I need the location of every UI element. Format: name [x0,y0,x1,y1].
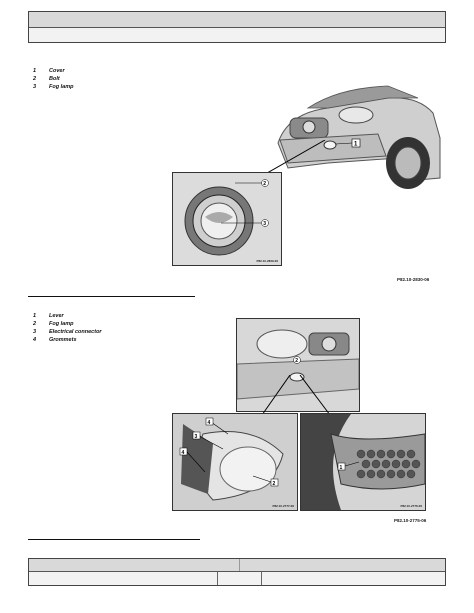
callout-car-2: 2 [295,358,299,364]
callout-2: 2 [272,480,276,487]
header-row-top [29,12,445,28]
footer-divider [239,559,240,571]
legend-item: 3 Electrical connector [33,329,102,335]
section-divider-bottom [28,539,200,540]
footer-row-top [29,559,445,572]
legend-section2 [33,312,102,344]
callout-2: 2 [263,181,267,187]
figure-id-1: P82.10-2830-06 [397,277,430,282]
legend-item: 4 Grommets [33,337,77,343]
inset-figure-id: P82.10-2829-06 [256,259,278,263]
header-bar [28,11,446,43]
footer-bar [28,558,446,586]
section-divider [28,296,195,297]
header-row-bottom [29,28,445,42]
callout-3: 3 [263,221,267,227]
fog-lamp-removal-photo [172,413,298,511]
callout-1: 1 [339,464,343,471]
footer-divider [217,572,218,585]
legend-item: 3 Fog lamp [33,84,74,90]
grille-lever-photo [300,413,426,511]
legend-item: 1 Lever [33,313,64,319]
figure-id-2: P82.10-2775-06 [394,518,427,523]
legend-item: 2 Fog lamp [33,321,74,327]
legend-item: 1 Cover [33,68,65,74]
inset-right-figure-id: P82.10-2776-06 [400,504,422,508]
inset-left-figure-id: P82.10-2777-06 [272,504,294,508]
callout-3: 3 [194,433,198,440]
legend-item: 2 Bolt [33,76,60,82]
legend-section1 [33,67,73,91]
footer-row-bottom [29,572,445,585]
callout-4a: 4 [207,419,211,426]
footer-divider [261,572,262,585]
callout-4b: 4 [181,449,185,456]
fog-lamp-inset-photo [172,172,282,266]
callout-1: 1 [354,141,358,148]
